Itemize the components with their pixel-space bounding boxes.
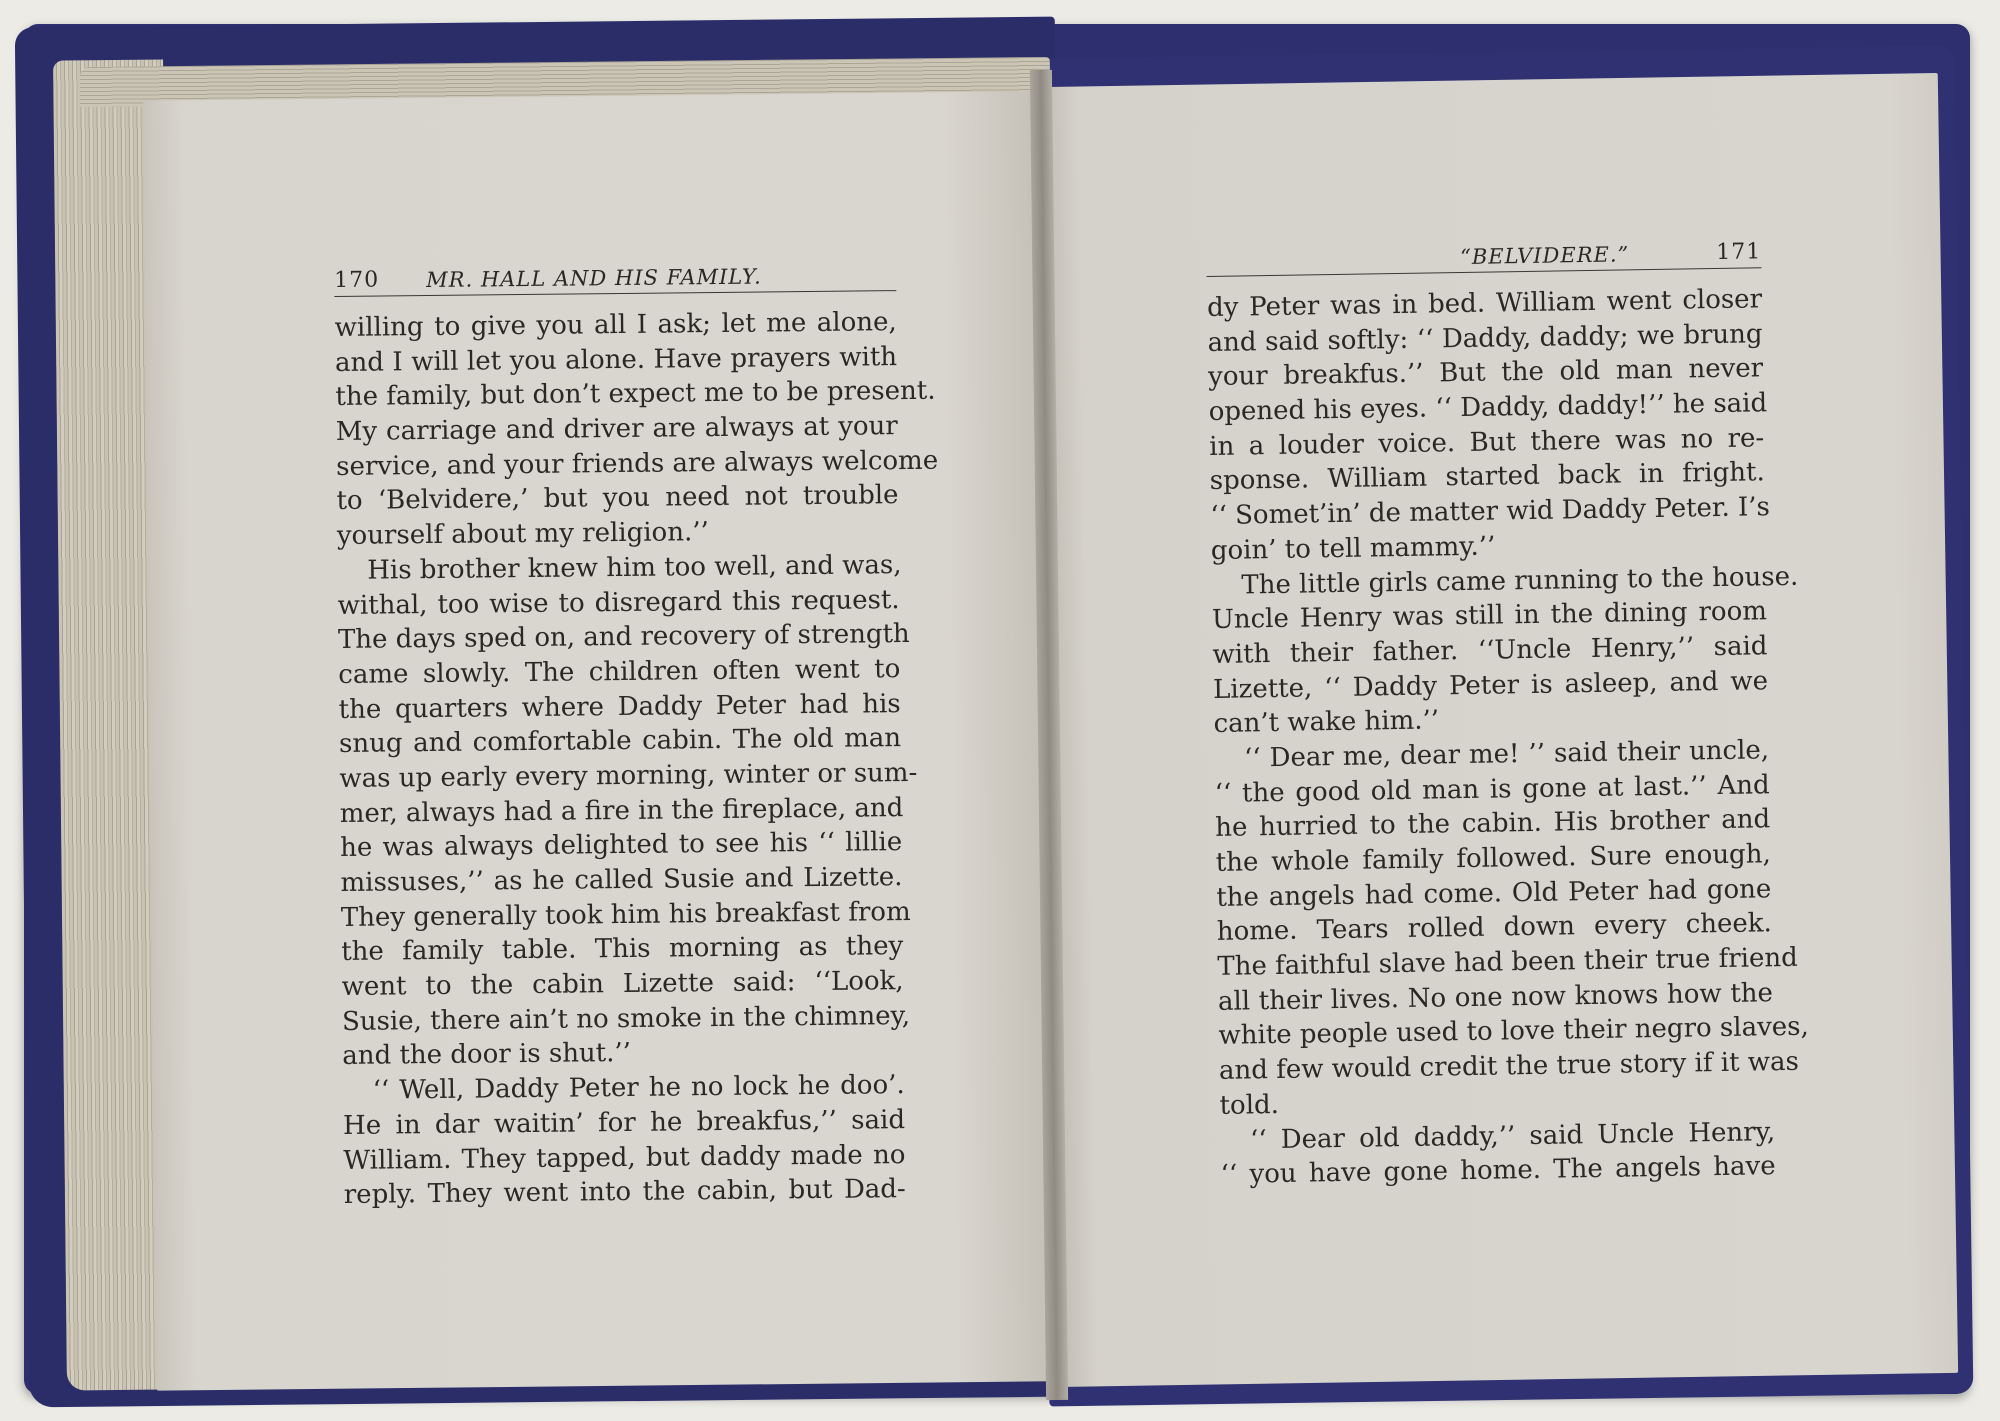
text-line: the angels had come. Old Peter had gone <box>1216 873 1772 913</box>
text-line: the family table. This morning as they <box>341 931 904 968</box>
text-line: ‘‘ you have gone home. The angels have <box>1220 1151 1776 1191</box>
text-line: William. They tapped, but daddy made no <box>343 1139 906 1176</box>
text-line: Lizette, ‘‘ Daddy Peter is asleep, and we <box>1212 665 1769 705</box>
text-line: Uncle Henry was still in the dining room <box>1211 596 1768 636</box>
text-line: the quarters where Daddy Peter had his <box>338 688 901 725</box>
text-line: ‘‘ Dear me, dear me! ’’ said their uncle, <box>1243 735 1770 774</box>
text-line: and the door is shut.’’ <box>342 1038 632 1072</box>
text-line: ‘‘ Dear old daddy,’’ said Uncle Henry, <box>1249 1116 1776 1155</box>
right-body-text <box>1206 282 1810 1192</box>
text-line: withal, too wise to disregard this request. <box>337 584 900 621</box>
text-line: yourself about my religion.’’ <box>336 517 709 552</box>
text-line: ‘‘ the good old man is gone at last.’’ And <box>1214 769 1770 809</box>
right-page-text <box>1206 231 1810 1192</box>
text-line: ‘‘ Somet’in’ de matter wid Daddy Peter. I’s <box>1210 492 1771 532</box>
text-line: He in dar waitin’ for he breakfus,’’ said <box>342 1104 906 1141</box>
text-line: dy Peter was in bed. William went closer <box>1206 284 1763 323</box>
text-line: your breakfus.’’ But the old man never <box>1207 353 1764 393</box>
right-running-header <box>1206 231 1762 277</box>
text-line: His brother knew him too well, and was, <box>367 549 902 586</box>
left-running-header <box>334 254 896 297</box>
text-line: to ‘Belvidere,’ but you need not trouble <box>336 480 899 517</box>
text-line: The faithful slave had been their true friend <box>1217 942 1798 982</box>
text-line: and said softly: ‘‘ Daddy, daddy; we brung <box>1207 318 1763 358</box>
text-line: My carriage and driver are always at your <box>335 411 898 448</box>
left-page-number: 170 <box>334 267 380 293</box>
text-line: The days sped on, and recovery of strength <box>337 619 910 656</box>
text-line: missuses,’’ as he called Susie and Lizette. <box>340 862 903 898</box>
right-page-number: 171 <box>1716 239 1762 265</box>
text-line: and I will let you alone. Have prayers with <box>334 341 898 378</box>
text-line: sponse. William started back in fright. <box>1209 457 1765 497</box>
text-line: with their father. ‘‘Uncle Henry,’’ said <box>1212 631 1768 670</box>
text-line: white people used to love their negro slaves, <box>1218 1012 1810 1052</box>
text-line: he hurried to the cabin. His brother and <box>1215 804 1771 844</box>
text-line: reply. They went into the cabin, but Dad- <box>343 1174 906 1211</box>
left-body-text <box>334 305 939 1213</box>
text-line: went to the cabin Lizette said: ‘‘Look, <box>341 966 904 1003</box>
text-line: ‘‘ Well, Daddy Peter he no lock he doo’. <box>372 1070 905 1106</box>
text-line: snug and comfortable cabin. The old man <box>338 723 902 760</box>
text-line: Susie, there ain’t no smoke in the chimney, <box>341 1000 911 1037</box>
text-line: the whole family followed. Sure enough, <box>1215 839 1771 878</box>
text-line: goin’ to tell mammy.’’ <box>1210 531 1496 566</box>
text-line: The little girls came running to the house. <box>1241 561 1799 600</box>
text-line: all their lives. No one now knows how the <box>1217 977 1774 1017</box>
text-line: told. <box>1219 1089 1280 1121</box>
left-page-text <box>334 254 939 1213</box>
text-line: came slowly. The children often went to <box>338 653 901 690</box>
left-running-head: MR. HALL AND HIS FAMILY. <box>426 264 762 293</box>
text-line: service, and your friends are always welcome <box>336 445 939 482</box>
text-line: can’t wake him.’’ <box>1213 705 1440 740</box>
text-line: opened his eyes. ‘‘ Daddy, daddy!’’ he said <box>1208 388 1768 428</box>
text-line: and few would credit the true story if it was <box>1218 1046 1800 1087</box>
text-line: mer, always had a fire in the fireplace, and <box>339 792 904 829</box>
text-line: in a louder voice. But there was no re- <box>1209 423 1765 462</box>
right-running-head: “BELVIDERE.” <box>1459 242 1630 270</box>
text-line: willing to give you all I ask; let me alone, <box>334 307 897 343</box>
text-line: They generally took him his breakfast from <box>340 896 911 933</box>
text-line: the family, but don’t expect me to be present. <box>335 376 936 413</box>
text-line: was up early every morning, winter or sum- <box>339 757 918 794</box>
text-line: he was always delighted to see his ‘‘ lillie <box>340 827 903 864</box>
text-line: home. Tears rolled down every cheek. <box>1216 908 1773 948</box>
